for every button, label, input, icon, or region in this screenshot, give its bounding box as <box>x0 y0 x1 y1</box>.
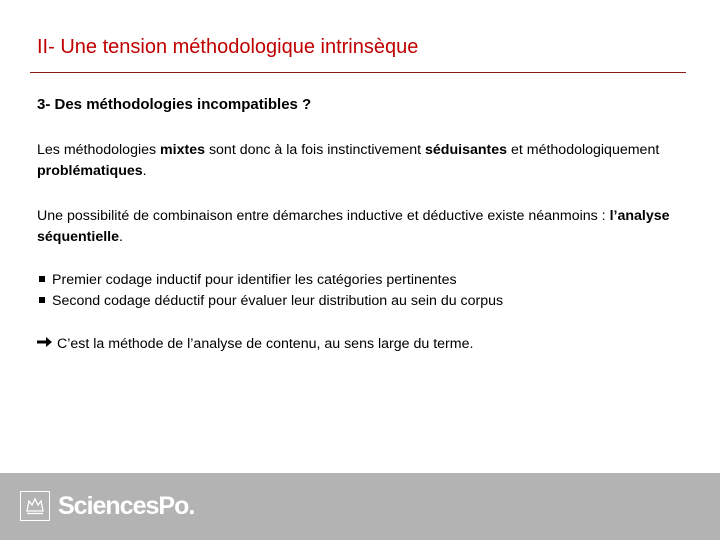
square-bullet-icon <box>39 276 45 282</box>
conclusion-line: C’est la méthode de l’analyse de contenu, au sens large du terme. <box>37 334 473 355</box>
list-item: Premier codage inductif pour identifier les catégories pertinentes <box>37 270 503 291</box>
arrow-right-icon <box>37 334 57 355</box>
paragraph-mixed-methods: Les méthodologies mixtes sont donc à la fois instinctivement séduisantes et méthodologiquement problématiques. <box>37 142 660 179</box>
title-divider <box>30 72 686 73</box>
slide-title: II- Une tension méthodologique intrinsèque <box>37 36 419 58</box>
square-bullet-icon <box>39 297 45 303</box>
crest-icon <box>20 491 50 521</box>
sciencespo-logo <box>20 491 194 521</box>
slide-subtitle: 3- Des méthodologies incompatibles ? <box>37 96 312 113</box>
bullet-list <box>37 270 503 312</box>
list-item: Second codage déductif pour évaluer leur distribution au sein du corpus <box>37 291 503 312</box>
paragraph-sequential-analysis: Une possibilité de combinaison entre démarches inductive et déductive existe néanmoins : l’analyse séquentielle. <box>37 208 670 245</box>
logo-wordmark: SciencesPo. <box>58 491 195 520</box>
footer-bar <box>0 473 720 540</box>
